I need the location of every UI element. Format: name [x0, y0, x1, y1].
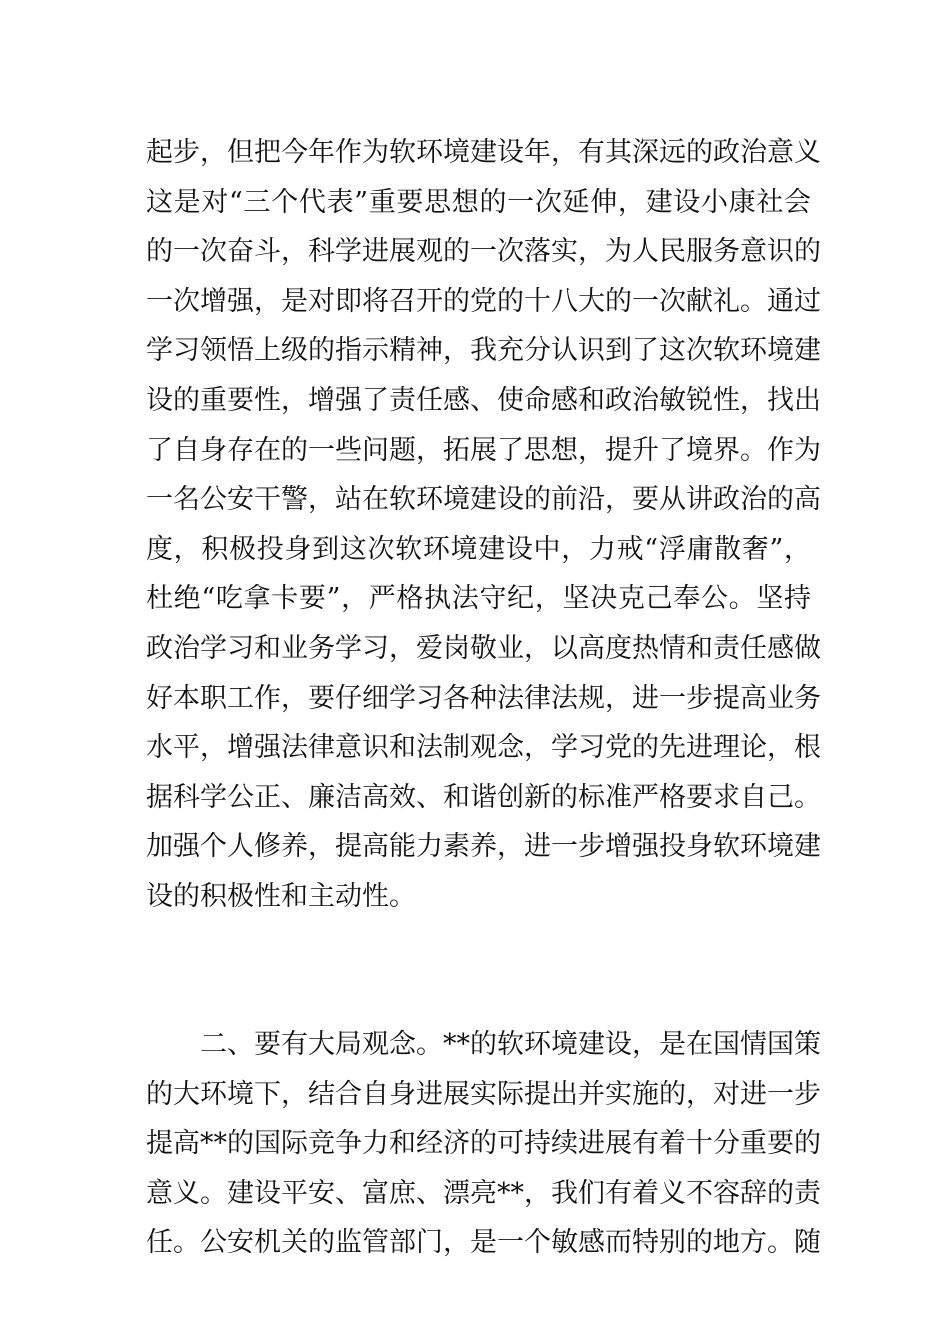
text-line: 这是对“三个代表”重要思想的一次延伸，建设小康社会: [146, 186, 811, 218]
text-line: 起步，但把今年作为软环境建设年，有其深远的政治意义: [146, 137, 821, 168]
text-line: 的一次奋斗，科学进展观的一次落实，为人民服务意识的: [146, 236, 821, 268]
text-line: 度，积极投身到这次软环境建设中，力戒“浮庸散奢”，: [146, 533, 811, 565]
text-line: 一次增强，是对即将召开的党的十八大的一次献礼。通过: [146, 285, 821, 317]
text-line: 提高**的国际竞争力和经济的可持续进展有着十分重要的: [146, 1128, 821, 1160]
text-line: 好本职工作，要仔细学习各种法律法规，进一步提高业务: [146, 682, 821, 714]
text-line: 加强个人修养，提高能力素养，进一步增强投身软环境建: [146, 831, 821, 863]
text-line: 设的积极性和主动性。: [146, 880, 416, 912]
text-line: 政治学习和业务学习，爱岗敬业，以高度热情和责任感做: [146, 632, 821, 664]
text-line: 据科学公正、廉洁高效、和谐创新的标准严格要求自己。: [146, 781, 821, 813]
text-line: 设的重要性，增强了责任感、使命感和政治敏锐性，找出: [146, 384, 821, 416]
text-line: 意义。建设平安、富庶、漂亮**，我们有着义不容辞的责: [146, 1177, 821, 1209]
paragraph-2: [146, 1020, 821, 1268]
text-line: 学习领悟上级的指示精神，我充分认识到了这次软环境建: [146, 335, 821, 367]
text-line: 一名公安干警，站在软环境建设的前沿，要从讲政治的高: [146, 484, 821, 516]
text-line: 杜绝“吃拿卡要”，严格执法守纪，坚决克己奉公。坚持: [146, 583, 811, 615]
text-line: 任。公安机关的监管部门，是一个敏感而特别的地方。随: [146, 1227, 821, 1259]
text-line: 了自身存在的一些问题，拓展了思想，提升了境界。作为: [146, 434, 821, 466]
text-line: 的大环境下，结合自身进展实际提出并实施的，对进一步: [146, 1078, 821, 1110]
text-line: 水平，增强法律意识和法制观念，学习党的先进理论，根: [146, 732, 821, 764]
text-line: 二、要有大局观念。**的软环境建设，是在国情国策: [200, 1029, 821, 1060]
paragraph-1: [146, 128, 821, 922]
